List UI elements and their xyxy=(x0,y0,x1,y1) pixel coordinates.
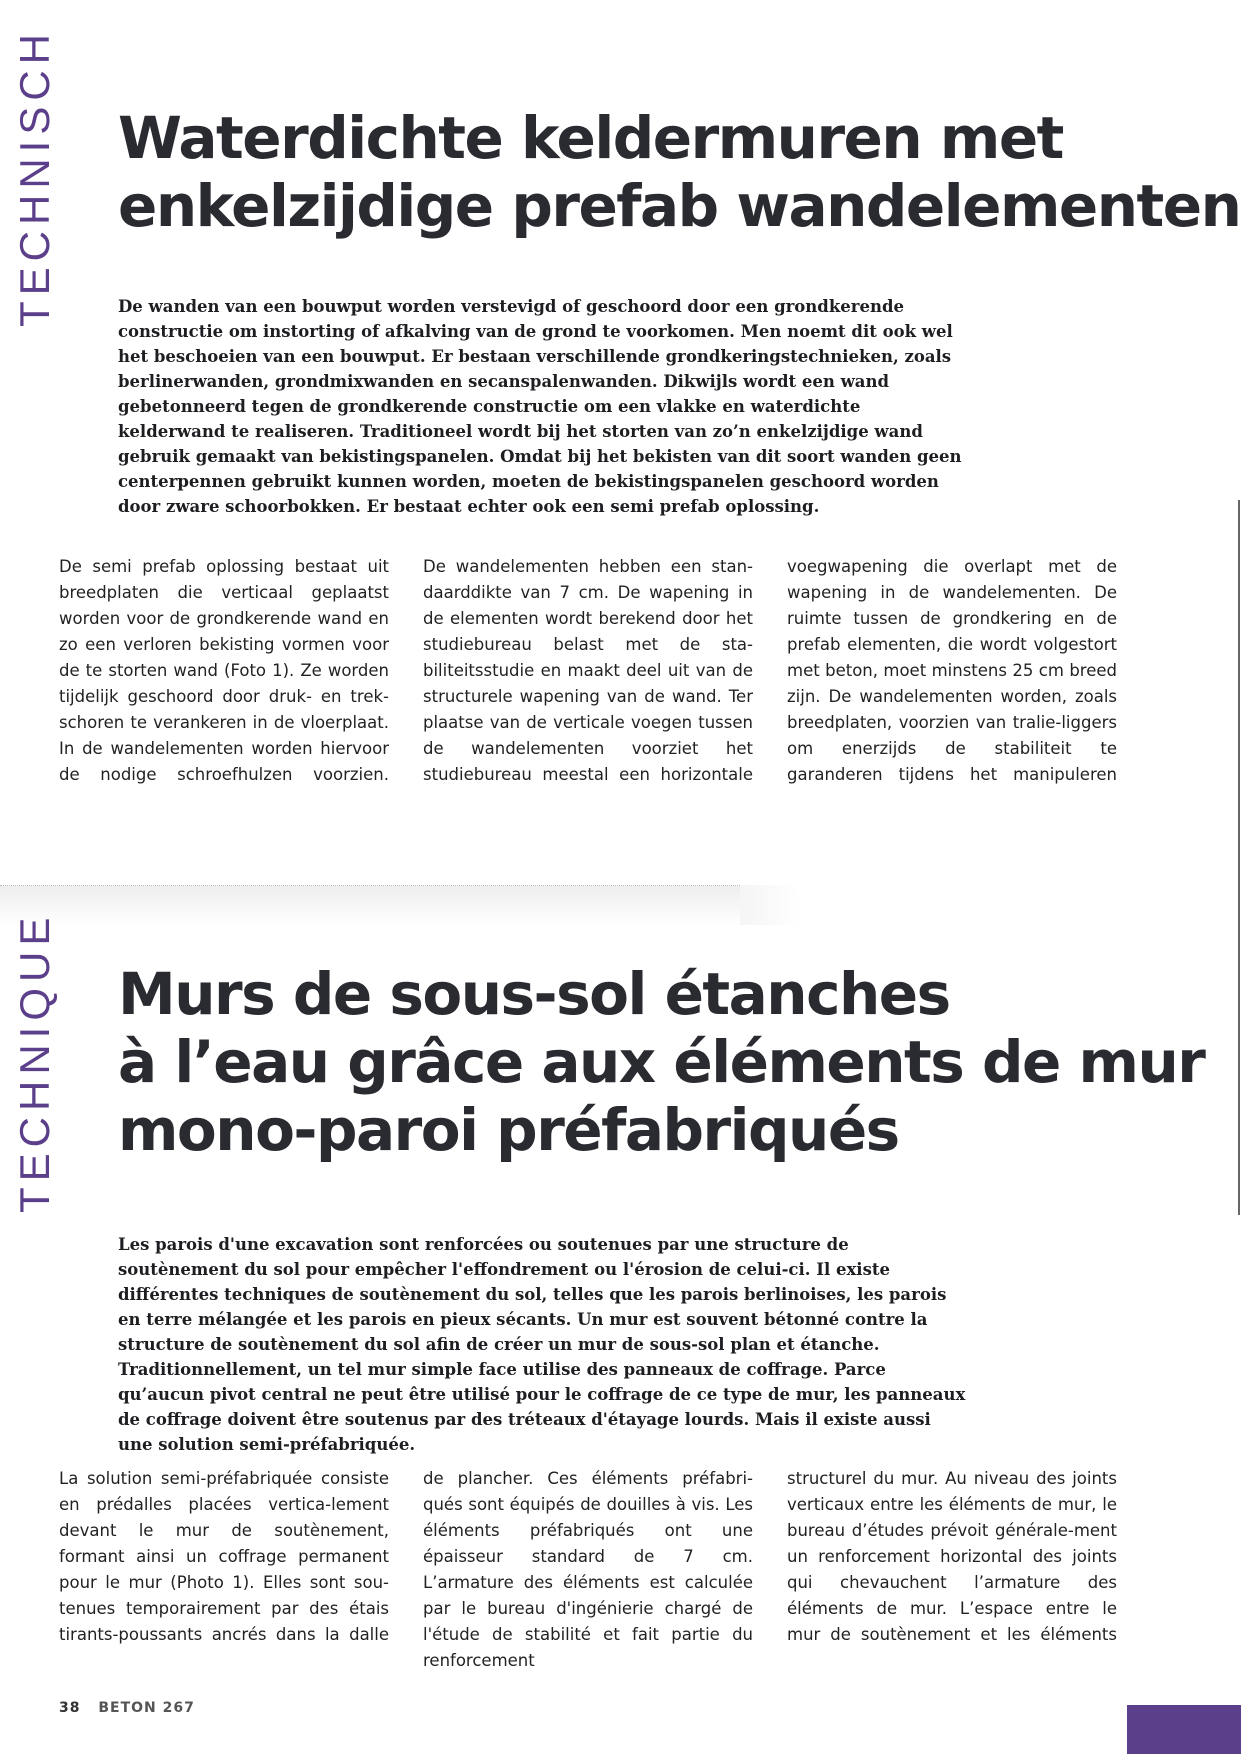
magazine-issue: BETON 267 xyxy=(98,1700,195,1716)
dutch-body-column-1: De semi prefab oplossing bestaat uit breedplaten die verticaal geplaatst worden voor de grondkerende wand en zo een verloren bekisting vormen voor de te storten wand (Foto 1). Ze worden tijdelijk geschoord door druk- en trek-schoren te verankeren in de vloerplaat. In de wandelementen worden hiervoor de nodige schroefhulzen voorzien. xyxy=(59,557,389,784)
french-body-column-3: structurel du mur. Au niveau des joints verticaux entre les éléments de mur, le bureau d’études prévoit générale-ment un renforcement horizontal des joints qui chevauchent l’armature des éléments de mur. L’espace entre le mur de soutènement et les éléments xyxy=(787,1469,1117,1644)
section-divider-fade xyxy=(740,885,800,925)
french-title-line-1: Murs de sous-sol étanches xyxy=(118,960,950,1028)
dutch-body-column-3: voegwapening die overlapt met de wapening in de wandelementen. De ruimte tussen de grondkering en de prefab elementen, die wordt volgestort met beton, moet minstens 25 cm breed zijn. De wandelementen worden, zoals breedplaten, voorzien van tralie-liggers om enerzijds de stabiliteit te garanderen tijdens het manipuleren xyxy=(787,557,1117,784)
section-label-technisch: TECHNISCH xyxy=(11,28,58,328)
page-footer xyxy=(59,1700,195,1716)
dutch-intro-paragraph: De wanden van een bouwput worden verstevigd of geschoord door een grondkerende constructie om instorting of afkalving van de grond te voorkomen. Men noemt dit ook wel het beschoeien van een bouwput. Er bestaan verschillende grondkeringstechnieken, zoals berlinerwanden, grondmixwanden en secanspalenwanden. Dikwijls wordt een wand gebetonneerd tegen de grondkerende constructie om een vlakke en waterdichte kelderwand te realiseren. Traditioneel wordt bij het storten van zo’n enkelzijdige wand gebruik gemaakt van bekistingspanelen. Omdat bij het bekisten van dit soort wanden geen centerpennen gebruikt kunnen worden, moeten de bekistingspanelen geschoord worden door zware schoorbokken. Er bestaat echter ook een semi prefab oplossing. xyxy=(118,297,962,516)
page-number: 38 xyxy=(59,1700,81,1716)
french-body-column-2: de plancher. Ces éléments préfabri-qués sont équipés de douilles à vis. Les éléments préfabriqués ont une épaisseur standard de 7 cm. L’armature des éléments est calculée par le bureau d'ingénierie chargé de l'étude de stabilité et fait partie du renforcement xyxy=(423,1469,753,1670)
dutch-body-column-2: De wandelementen hebben een stan-daarddikte van 7 cm. De wapening in de elementen wordt berekend door het studiebureau belast met de sta-biliteitsstudie en maakt deel uit van de structurele wapening van de wand. Ter plaatse van de verticale voegen tussen de wandelementen voorziet het studiebureau meestal een horizontale xyxy=(423,557,753,784)
french-title-line-2: à l’eau grâce aux éléments de mur xyxy=(118,1028,1205,1096)
page-edge-rule xyxy=(1238,500,1240,1215)
french-article-title xyxy=(118,960,1204,1164)
dutch-article-title xyxy=(118,104,1240,240)
french-body-column-1: La solution semi-préfabriquée consiste en prédalles placées vertica-lement devant le mur de soutènement, formant ainsi un coffrage permanent pour le mur (Photo 1). Elles sont sou-tenues temporairement par des étais tirants-poussants ancrés dans la dalle xyxy=(59,1469,389,1644)
french-title-line-3: mono-paroi préfabriqués xyxy=(118,1096,899,1164)
dutch-title-line-2: enkelzijdige prefab wandelementen xyxy=(118,172,1241,240)
corner-color-tab xyxy=(1127,1705,1241,1754)
dutch-body-columns xyxy=(59,554,1117,784)
section-label-technique: TECHNIQUE xyxy=(11,912,58,1214)
french-intro-paragraph: Les parois d'une excavation sont renforcées ou soutenues par une structure de soutènement du sol pour empêcher l'effondrement ou l'érosion de celui-ci. Il existe différentes techniques de soutènement du sol, telles que les parois berlinoises, les parois en terre mélangée et les parois en pieux sécants. Un mur est souvent bétonné contre la structure de soutènement du sol afin de créer un mur de sous-sol plan et étanche. Traditionnellement, un tel mur simple face utilise des panneaux de coffrage. Parce qu’aucun pivot central ne peut être utilisé pour le coffrage de ce type de mur, les panneaux de coffrage doivent être soutenus par des tréteaux d'étayage lourds. Mais il existe aussi une solution semi-préfabriquée. xyxy=(118,1235,966,1454)
french-body-columns xyxy=(59,1466,1117,1676)
section-divider xyxy=(0,885,740,926)
dutch-title-line-1: Waterdichte keldermuren met xyxy=(118,104,1063,172)
